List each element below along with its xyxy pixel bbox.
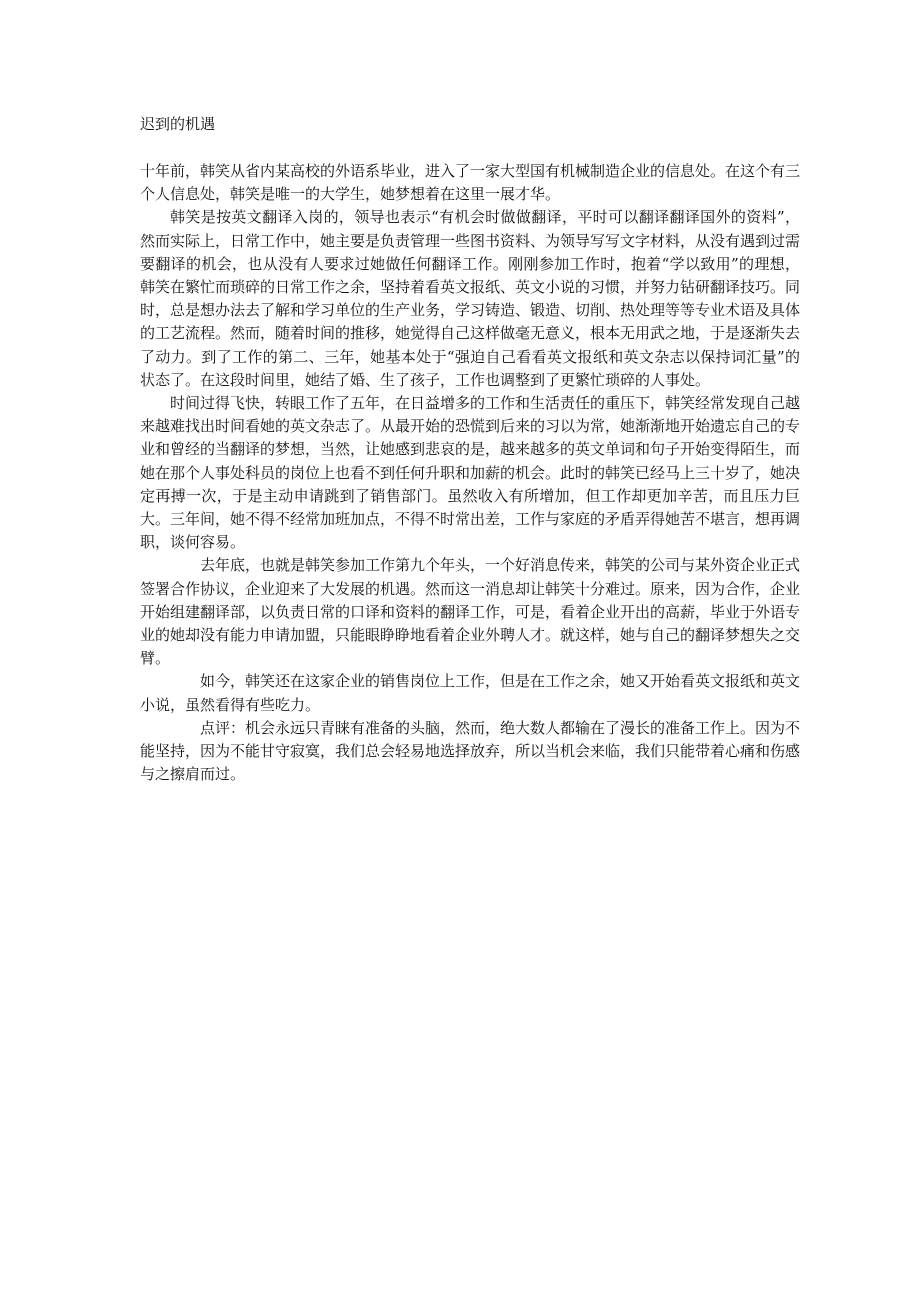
- paragraph-5: 如今，韩笑还在这家企业的销售岗位上工作，但是在工作之余，她又开始看英文报纸和英文小说，虽然看得有些吃力。: [140, 672, 801, 714]
- paragraph-2: 韩笑是按英文翻译入岗的，领导也表示“有机会时做做翻译，平时可以翻译翻译国外的资料”，然而实际上，日常工作中，她主要是负责管理一些图书资料、为领导写写文字材料，从没有遇到过需要翻译的机会，也从没有人要求过她做任何翻译工作。刚刚参加工作时，抱着“学以致用”的理想，韩笑在繁忙而琐碎的日常工作之余，坚持着看英文报纸、英文小说的习惯，并努力钻研翻译技巧。同时，总是想办法去了解和学习单位的生产业务，学习铸造、锻造、切削、热处理等等专业术语及具体的工艺流程。然而，随着时间的推移，她觉得自己这样做毫无意义，根本无用武之地，于是逐渐失去了动力。到了工作的第二、三年，她基本处于“强迫自己看看英文报纸和英文杂志以保持词汇量”的状态了。在这段时间里，她结了婚、生了孩子，工作也调整到了更繁忙琐碎的人事处。: [140, 208, 801, 389]
- document-page: [140, 112, 800, 786]
- paragraph-3: 时间过得飞快，转眼工作了五年，在日益增多的工作和生活责任的重压下，韩笑经常发现自己越来越难找出时间看她的英文杂志了。从最开始的恐慌到后来的习以为常，她渐渐地开始遗忘自己的专业和曾经的当翻译的梦想，当然，让她感到悲哀的是，越来越多的英文单词和句子开始变得陌生，而她在那个人事处科员的岗位上也看不到任何升职和加薪的机会。此时的韩笑已经马上三十岁了，她决定再搏一次，于是主动申请跳到了销售部门。虽然收入有所增加，但工作却更加辛苦，而且压力巨大。三年间，她不得不经常加班加点，不得不时常出差，工作与家庭的矛盾弄得她苦不堪言，想再调职，谈何容易。: [140, 394, 801, 552]
- paragraph-1: 十年前，韩笑从省内某高校的外语系毕业，进入了一家大型国有机械制造企业的信息处。在这个有三个人信息处，韩笑是唯一的大学生，她梦想着在这里一展才华。: [140, 162, 801, 204]
- paragraph-4: 去年底，也就是韩笑参加工作第九个年头，一个好消息传来，韩笑的公司与某外资企业正式签署合作协议，企业迎来了大发展的机遇。然而这一消息却让韩笑十分难过。原来，因为合作，企业开始组建翻译部，以负责日常的口译和资料的翻译工作，可是，看着企业开出的高薪，毕业于外语专业的她却没有能力申请加盟，只能眼睁睁地看着企业外聘人才。就这样，她与自己的翻译梦想失之交臂。: [140, 556, 801, 668]
- paragraph-commentary: 点评：机会永远只青睐有准备的头脑，然而，绝大数人都输在了漫长的准备工作上。因为不能坚持，因为不能甘守寂寞，我们总会轻易地选择放弃，所以当机会来临，我们只能带着心痛和伤感与之擦肩而过。: [140, 718, 801, 784]
- document-title: 迟到的机遇: [140, 115, 216, 133]
